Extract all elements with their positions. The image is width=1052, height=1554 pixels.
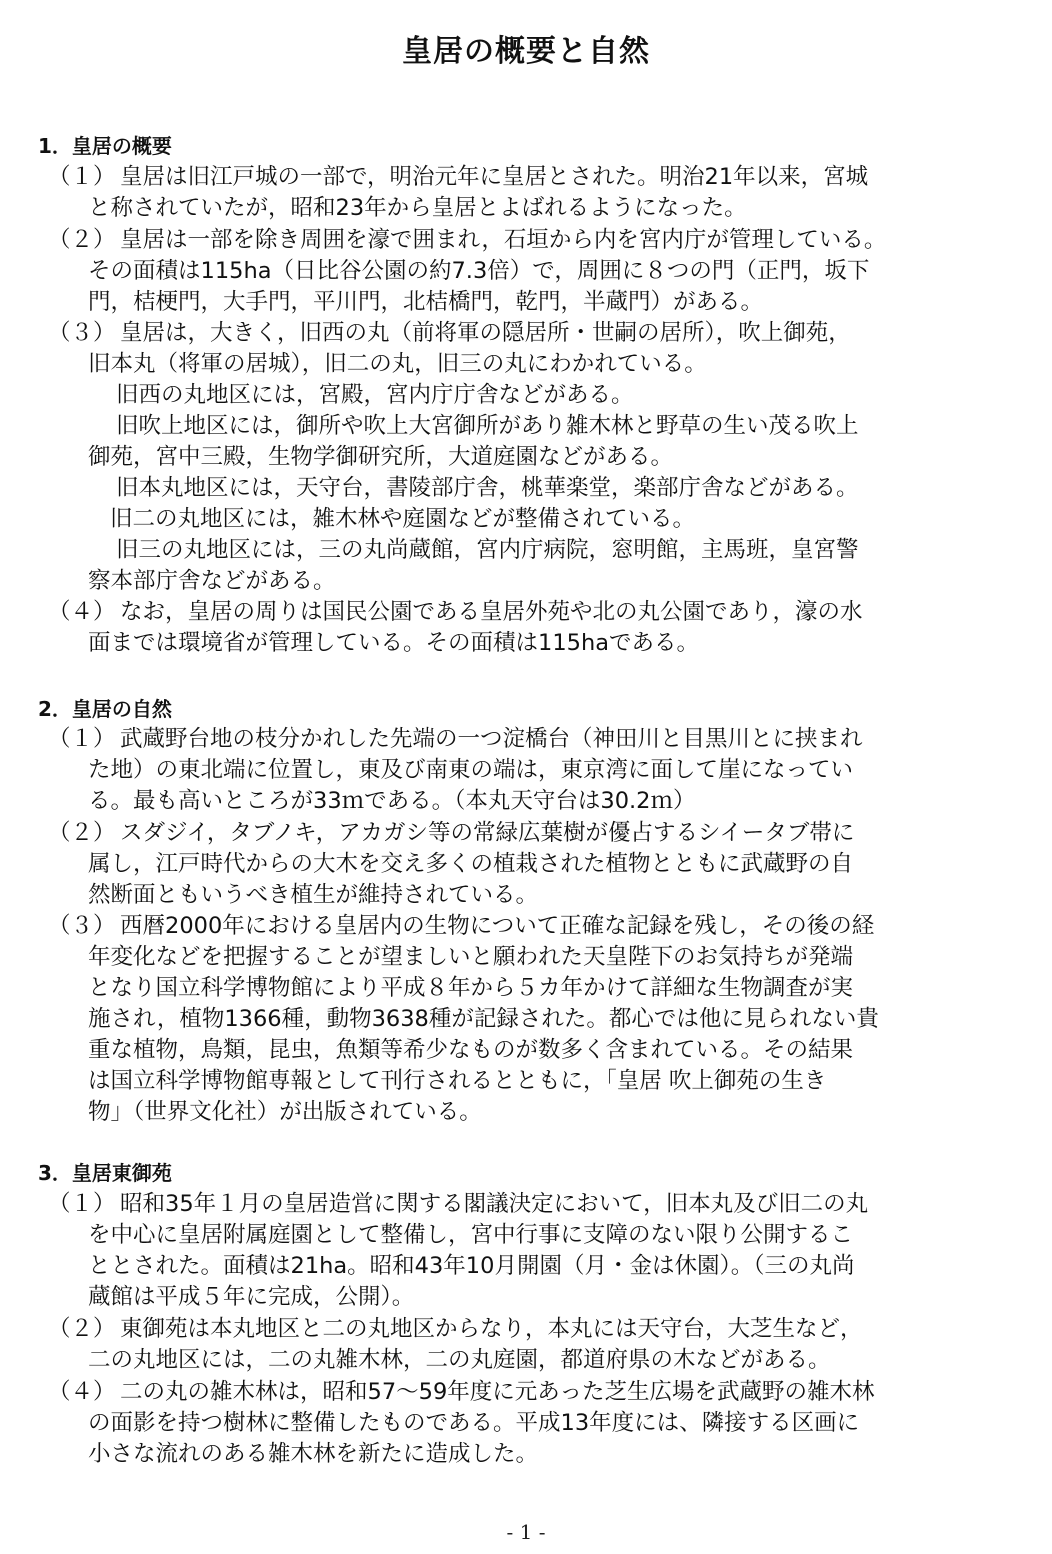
item-line: 旧本丸地区には，天守台，書陵部庁舎，桃華楽堂，楽部庁舎などがある。	[116, 475, 859, 501]
item-line: と称されていたが，昭和23年から皇居とよばれるようになった。	[88, 195, 747, 221]
item-line: 小さな流れのある雑木林を新たに造成した。	[88, 1441, 539, 1467]
item-line: 昭和35年１月の皇居造営に関する閣議決定において，旧本丸及び旧二の丸	[120, 1191, 869, 1217]
item-line: を中心に皇居附属庭園として整備し，宮中行事に支障のない限り公開するこ	[88, 1222, 854, 1248]
section-1-item-1	[48, 162, 1018, 224]
item-line: は国立科学博物館専報として刊行されるとともに，「皇居 吹上御苑の生き	[88, 1068, 827, 1094]
item-line: となり国立科学博物館により平成８年から５カ年かけて詳細な生物調査が実	[88, 975, 854, 1001]
item-line: 皇居は旧江戸城の一部で，明治元年に皇居とされた。明治21年以来，宮城	[120, 164, 869, 190]
item-line: た地）の東北端に位置し，東及び南東の端は，東京湾に面して崖になってい	[88, 757, 854, 783]
item-line: 門，桔梗門，大手門，平川門，北桔橋門，乾門，半蔵門）がある。	[88, 289, 764, 315]
item-number: （１）	[48, 164, 116, 190]
item-line: 属し，江戸時代からの大木を交え多くの植栽された植物とともに武蔵野の自	[88, 851, 854, 877]
item-line: 年変化などを把握することが望ましいと願われた天皇陛下のお気持ちが発端	[88, 944, 854, 970]
item-number: （４）	[48, 599, 116, 625]
page-number: - 1 -	[506, 1520, 546, 1544]
item-number: （３）	[48, 913, 116, 939]
item-line: 皇居は，大きく，旧西の丸（前将軍の隠居所・世嗣の居所），吹上御苑，	[120, 320, 851, 346]
item-line: 旧三の丸地区には，三の丸尚蔵館，宮内庁病院，窓明館，主馬班，皇宮警	[116, 537, 859, 563]
item-line: 旧吹上地区には，御所や吹上大宮御所があり雑木林と野草の生い茂る吹上	[116, 413, 859, 439]
section-2-item-1	[48, 724, 1018, 817]
item-line: 御苑，宮中三殿，生物学御研究所，大道庭園などがある。	[88, 444, 674, 470]
section-3-item-1	[48, 1189, 1018, 1313]
item-number: （２）	[48, 820, 116, 846]
item-number: （２）	[48, 1316, 116, 1342]
item-line: 然断面ともいうべき植生が維持されている。	[88, 882, 539, 908]
page-title: 皇居の概要と自然	[402, 34, 650, 69]
item-line: 施され，植物1366種，動物3638種が記録された。都心では他に見られない貴	[88, 1006, 879, 1032]
item-number: （１）	[48, 1191, 116, 1217]
item-number: （３）	[48, 320, 116, 346]
item-line: スダジイ，タブノキ，アカガシ等の常緑広葉樹が優占するシイータブ帯に	[120, 820, 855, 846]
item-line: 二の丸地区には，二の丸雑木林，二の丸庭園，都道府県の木などがある。	[88, 1347, 831, 1373]
item-line: その面積は115ha（日比谷公園の約7.3倍）で，周囲に８つの門（正門，坂下	[88, 258, 870, 284]
item-line: 二の丸の雑木林は，昭和57～59年度に元あった芝生広場を武蔵野の雑木林	[120, 1379, 875, 1405]
item-line: 物」（世界文化社）が出版されている。	[88, 1099, 482, 1125]
item-line: 察本部庁舎などがある。	[88, 568, 336, 594]
item-number: （４）	[48, 1379, 116, 1405]
section-heading-1: 1．皇居の概要	[38, 134, 172, 158]
item-line: なお，皇居の周りは国民公園である皇居外苑や北の丸公園であり，濠の水	[120, 599, 863, 625]
section-heading-2: 2．皇居の自然	[38, 697, 172, 721]
item-line: 西暦2000年における皇居内の生物について正確な記録を残し，その後の経	[120, 913, 875, 939]
item-line: ととされた。面積は21ha。昭和43年10月開園（月・金は休園）。（三の丸尚	[88, 1253, 855, 1279]
section-2-item-3	[48, 911, 1018, 1128]
item-line: 重な植物，鳥類，昆虫，魚類等希少なものが数多く含まれている。その結果	[88, 1037, 854, 1063]
item-line: 東御苑は本丸地区と二の丸地区からなり，本丸には天守台，大芝生など，	[120, 1316, 863, 1342]
item-line: の面影を持つ樹林に整備したものである。平成13年度には、隣接する区画に	[88, 1410, 860, 1436]
section-heading-3: 3．皇居東御苑	[38, 1161, 172, 1185]
item-number: （２）	[48, 227, 116, 253]
item-line: 面までは環境省が管理している。その面積は115haである。	[88, 630, 699, 656]
item-number: （１）	[48, 726, 116, 752]
item-line: 蔵館は平成５年に完成，公開）。	[88, 1284, 415, 1310]
item-line: 皇居は一部を除き周囲を濠で囲まれ，石垣から内を宮内庁が管理している。	[120, 227, 887, 253]
section-1-item-4	[48, 597, 1018, 659]
section-1-item-2	[48, 225, 1018, 318]
item-line: 武蔵野台地の枝分かれした先端の一つ淀橋台（神田川と目黒川とに挟まれ	[120, 726, 863, 752]
section-3-item-2	[48, 1314, 1018, 1376]
item-line: 旧二の丸地区には，雑木林や庭園などが整備されている。	[110, 506, 696, 532]
item-line: 旧西の丸地区には，宮殿，宮内庁庁舎などがある。	[116, 382, 634, 408]
section-2-item-2	[48, 818, 1018, 911]
section-1-item-3	[48, 318, 1018, 597]
item-line: 旧本丸（将軍の居城），旧二の丸，旧三の丸にわかれている。	[88, 351, 707, 377]
section-3-item-3	[48, 1377, 1018, 1470]
item-line: る。最も高いところが33ｍである。（本丸天守台は30.2ｍ）	[88, 788, 696, 814]
